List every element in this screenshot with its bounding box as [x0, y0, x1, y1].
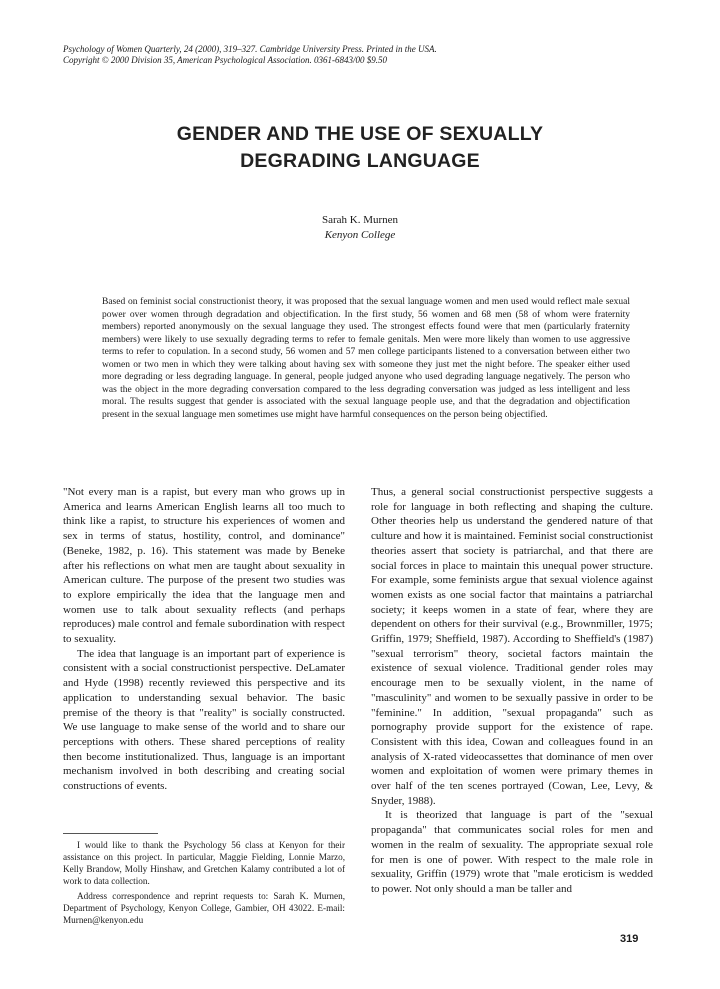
right-column	[371, 485, 653, 897]
header-citation: Psychology of Women Quarterly, 24 (2000), 319–327. Cambridge University Press. Printed in the USA.	[63, 44, 437, 54]
page-number: 319	[620, 933, 639, 945]
journal-header	[63, 44, 663, 66]
footnote-acknowledgment: I would like to thank the Psychology 56 class at Kenyon for their assistance on this project. In particular, Maggie Fielding, Lonnie Marzo, Kelly Brandow, Molly Hinshaw, and Gretchen Kalamy contributed a lot of work to data collection.	[63, 840, 345, 886]
paragraph: It is theorized that language is part of the "sexual propaganda" that communicates social roles for men and women in the realm of sexuality. The appropriate sexual role for men is one of power. With respect to the male role in sexuality, Griffin (1979) wrote that "male eroticism is wedded to power. Not only should a man be taller and	[371, 809, 653, 895]
paragraph: The idea that language is an important part of experience is consistent with a social constructionist perspective. DeLamater and Hyde (1998) recently reviewed this perspective and its application to understanding sexual behavior. The basic premise of the theory is that "reality" is socially constructed. We use language to make sense of the world and to share our perceptions with others. These shared perceptions of reality then become institutionalized. Thus, language is an important mechanism involved in both describing and creating social constructions of events.	[63, 647, 345, 793]
paragraph: "Not every man is a rapist, but every man who grows up in America and learns American English learns all too much to think like a rapist, to structure his experiences of women and sex in terms of status, hostility, control, and dominance" (Beneke, 1982, p. 16). This statement was made by Beneke after his reflections on what men are taught about sexuality in American culture. The purpose of the present two studies was to explore empirically the idea that the language men and women use to talk about sexuality reflects (and perhaps reproduces) male control and female subordination with respect to sexuality.	[63, 486, 345, 646]
paragraph: Thus, a general social constructionist perspective suggests a role for language in both reflecting and shaping the culture. Other theories help us understand the gendered nature of that culture and how it is maintained. Feminist social constructionist theories assert that society is patriarchal, and that there are social forces in place to maintain this unequal power structure. For example, some feminists argue that sexual violence against women exists as one social factor that maintains a patriarchal society; it keeps women in a state of fear, where they are dependent on others for their survival (e.g., Brownmiller, 1975; Griffin, 1979; Sheffield, 1987). According to Sheffield's (1987) "sexual terrorism" theory, societal factors maintain the existence of sexual violence. Traditional gender roles may encourage men to be sexually violent, in the name of "masculinity" and women to be sexually passive in order to be "feminine." In addition, "sexual propaganda" such as pornography provide support for the existence of rape. Consistent with this idea, Cowan and colleagues found in an analysis of X-rated videocassettes that dominance of men over women and exploitation of women were primary themes in over half of the ten scenes portrayed (Cowan, Lee, Levy, & Snyder, 1988).	[371, 486, 653, 807]
abstract: Based on feminist social constructionist theory, it was proposed that the sexual language women and men used would reflect male sexual power over women through degradation and objectification. In the first study, 56 women and 68 men (58 of whom were fraternity members) reported anonymously on the sexual language they used. The strongest effects found were that men (particularly fraternity members) were likely to use sexually degrading terms to refer to female genitals. Men were more likely than women to use aggressive terms to refer to copulation. In a second study, 56 women and 57 men college participants listened to a conversation between either two women or two men in which they were talking about having sex with someone they just met the night before. The speaker either used more degrading or less degrading language. In general, people judged anyone who used degrading language negatively. The person who was the object in the more degrading conversation compared to the less degrading conversation was judged as less intelligent and less moral. The results suggest that gender is associated with the sexual language people use, and that the degradation and objectification present in the sexual language men sometimes use might have harmful consequences on the person being objectified.	[102, 297, 630, 420]
footnote-rule	[63, 833, 158, 834]
author-name: Sarah K. Murnen	[321, 214, 399, 226]
header-copyright: Copyright © 2000 Division 35, American Psychological Association. 0361-6843/00 $9.50	[63, 55, 387, 65]
author-affiliation: Kenyon College	[324, 229, 396, 241]
article-title-line-2: DEGRADING LANGUAGE	[240, 150, 480, 172]
article-title-line-1: GENDER AND THE USE OF SEXUALLY	[176, 123, 544, 145]
footnote-correspondence: Address correspondence and reprint requests to: Sarah K. Murnen, Department of Psychology, Kenyon College, Gambier, OH 43022. E-mail: Murnen@kenyon.edu	[63, 891, 345, 925]
left-column	[63, 485, 345, 794]
